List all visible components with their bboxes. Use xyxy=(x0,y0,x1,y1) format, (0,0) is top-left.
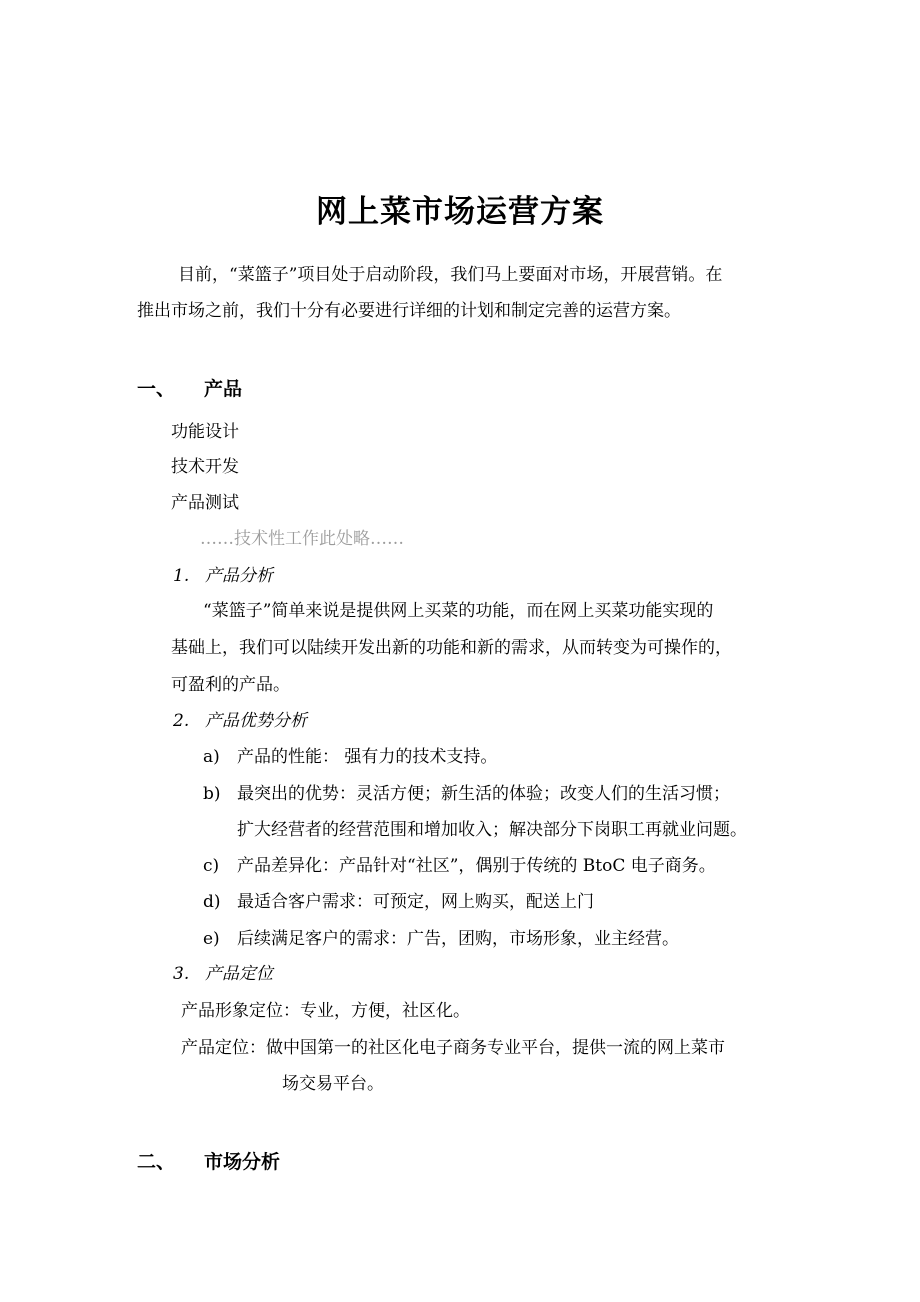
advantage-item xyxy=(203,856,716,876)
advantage-text-continued: 扩大经营者的经营范围和增加收入；解决部分下岗职工再就业问题。 xyxy=(237,820,747,840)
intro-line-1: 目前，“菜篮子”项目处于启动阶段，我们马上要面对市场，开展营销。在 xyxy=(178,265,723,285)
product-list-item: 技术开发 xyxy=(171,457,239,477)
advantage-label: d) xyxy=(203,892,221,912)
subsection-1-heading xyxy=(173,566,273,586)
section-2-heading xyxy=(137,1151,387,1173)
positioning-line: 产品定位：做中国第一的社区化电子商务专业平台，提供一流的网上菜市 xyxy=(181,1038,725,1058)
advantage-label: a) xyxy=(203,747,220,767)
omitted-note: ……技术性工作此处略…… xyxy=(200,529,404,549)
section-1-number: 一、 xyxy=(137,378,176,400)
positioning-line: 场交易平台。 xyxy=(282,1074,384,1094)
subsection-1-title: 产品分析 xyxy=(205,566,273,586)
subsection-3-number: 3. xyxy=(173,964,190,984)
product-list-item: 功能设计 xyxy=(171,422,239,442)
advantage-label: c) xyxy=(203,856,220,876)
advantage-item xyxy=(203,784,730,804)
advantage-label: e) xyxy=(203,929,220,949)
advantage-text: 产品差异化：产品针对“社区”，偶别于传统的 BtoC 电子商务。 xyxy=(237,856,716,876)
section-1-title: 产品 xyxy=(204,378,243,400)
advantage-item xyxy=(203,929,679,949)
positioning-line: 产品形象定位：专业，方便，社区化。 xyxy=(181,1001,470,1021)
advantage-label: b) xyxy=(203,784,221,804)
subsection-3-title: 产品定位 xyxy=(205,964,273,984)
advantage-text: 最突出的优势：灵活方便；新生活的体验；改变人们的生活习惯； xyxy=(237,784,730,804)
product-list-item: 产品测试 xyxy=(171,493,239,513)
intro-line-2: 推出市场之前，我们十分有必要进行详细的计划和制定完善的运营方案。 xyxy=(137,301,681,321)
analysis-para-line: 基础上，我们可以陆续开发出新的功能和新的需求，从而转变为可操作的， xyxy=(171,638,732,658)
advantage-item xyxy=(203,892,594,912)
subsection-2-heading xyxy=(173,711,307,731)
section-2-number: 二、 xyxy=(137,1151,176,1173)
advantage-item xyxy=(203,747,497,767)
document-title: 网上菜市场运营方案 xyxy=(316,194,604,230)
analysis-para-line: “菜篮子”简单来说是提供网上买菜的功能，而在网上买菜功能实现的 xyxy=(203,601,714,621)
section-2-title: 市场分析 xyxy=(204,1151,281,1173)
advantage-text: 最适合客户需求：可预定，网上购买，配送上门 xyxy=(237,892,594,912)
subsection-2-title: 产品优势分析 xyxy=(205,711,307,731)
section-1-heading xyxy=(137,378,337,400)
subsection-3-heading xyxy=(173,964,273,984)
analysis-para-line: 可盈利的产品。 xyxy=(171,675,290,695)
advantage-text: 产品的性能： 强有力的技术支持。 xyxy=(237,747,498,767)
advantage-text: 后续满足客户的需求：广告，团购，市场形象，业主经营。 xyxy=(237,929,679,949)
subsection-2-number: 2. xyxy=(173,711,190,731)
subsection-1-number: 1. xyxy=(173,566,190,586)
